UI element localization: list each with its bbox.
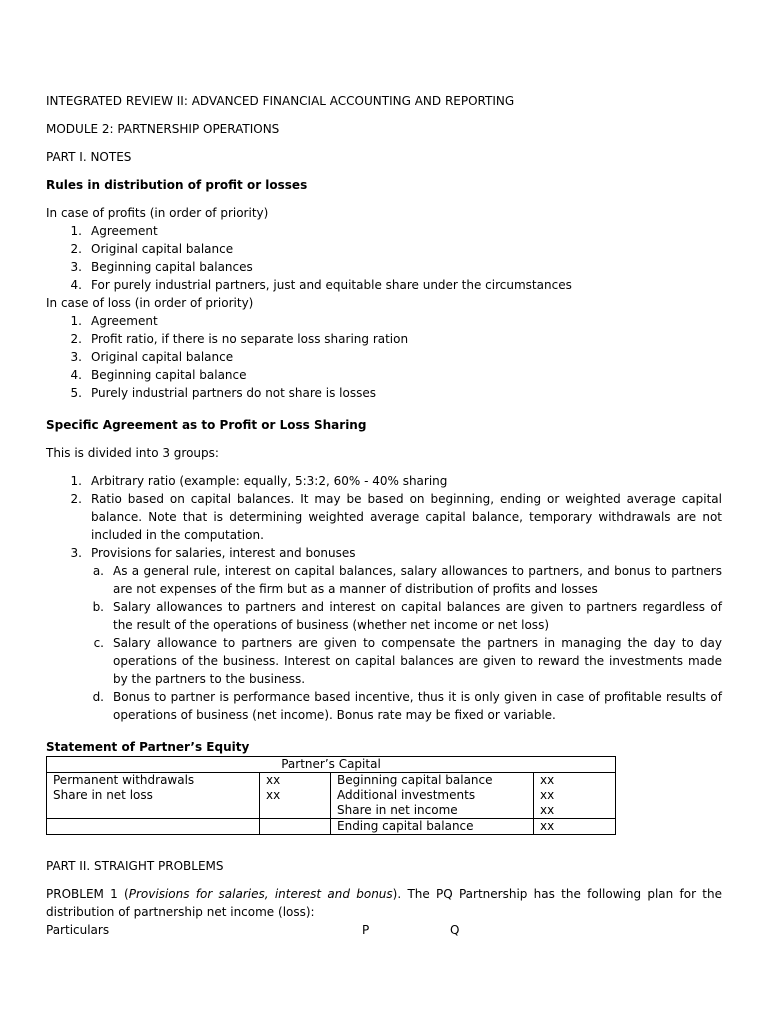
list-item: 3. Original capital balance: [70, 350, 234, 364]
problem1-text: PROBLEM 1 (Provisions for salaries, interest and bonus). The PQ Partnership has the following plan for the distribution of partnership net income (loss):: [46, 887, 723, 919]
table-row: [47, 757, 616, 773]
list-item: 2. Original capital balance: [70, 242, 234, 256]
debit-values-cell: [260, 773, 331, 819]
credit-labels-cell: [331, 773, 534, 819]
table-cell: Share in net income: [337, 803, 458, 817]
table-cell: [260, 819, 331, 835]
rules-heading: Rules in distribution of profit or losses: [46, 178, 308, 192]
specific-agreement-heading: Specific Agreement as to Profit or Loss Sharing: [46, 418, 367, 432]
col-particulars: Particulars: [46, 923, 110, 937]
divided-text: This is divided into 3 groups:: [46, 446, 219, 460]
loss-list: [46, 312, 722, 402]
document-page: [46, 92, 722, 939]
list-item: 1. Agreement: [70, 314, 158, 328]
table-cell: xx: [540, 803, 555, 817]
debit-labels-cell: [47, 773, 260, 819]
document-title: INTEGRATED REVIEW II: ADVANCED FINANCIAL ACCOUNTING AND REPORTING: [46, 94, 515, 108]
module-title: MODULE 2: PARTNERSHIP OPERATIONS: [46, 122, 280, 136]
table-row: [47, 773, 616, 819]
provisions-list: [46, 562, 722, 724]
profits-list: [46, 222, 722, 294]
col-p: P: [362, 923, 370, 937]
list-item: 2. Ratio based on capital balances. It may be based on beginning, ending or weighted average capital balance. Note that is determining weighted average capital balance, temporary withdrawals are not included in the computation.: [70, 492, 722, 542]
list-item: b. Salary allowances to partners and interest on capital balances are given to partners regardless of the result of the operations of business (whether net income or net loss): [92, 600, 722, 632]
part1-heading: PART I. NOTES: [46, 150, 132, 164]
problem1-columns-header: [46, 921, 722, 939]
ending-value-cell: xx: [534, 819, 616, 835]
table-cell: Share in net loss: [53, 788, 153, 802]
list-item: 1. Arbitrary ratio (example: equally, 5:3:2, 60% - 40% sharing: [70, 474, 448, 488]
table-cell: [47, 819, 260, 835]
table-cell: xx: [540, 788, 555, 802]
groups-list: [46, 472, 722, 562]
table-cell: Permanent withdrawals: [53, 773, 195, 787]
profits-intro: In case of profits (in order of priority): [46, 206, 269, 220]
table-cell: xx: [266, 773, 281, 787]
part2-heading: PART II. STRAIGHT PROBLEMS: [46, 859, 224, 873]
list-item: c. Salary allowance to partners are given to compensate the partners in managing the day to day operations of the business. Interest on capital balances are given to reward the investments made by the partners to the business.: [93, 636, 722, 686]
table-cell: xx: [540, 773, 555, 787]
list-item: 4. For purely industrial partners, just and equitable share under the circumstances: [70, 278, 572, 292]
list-item: 1. Agreement: [70, 224, 158, 238]
list-item: a. As a general rule, interest on capital balances, salary allowances to partners, and bonus to partners are not expenses of the firm but as a manner of distribution of profits and losses: [92, 564, 722, 596]
col-q: Q: [450, 923, 460, 937]
table-cell: xx: [266, 788, 281, 802]
equity-heading: Statement of Partner’s Equity: [46, 740, 250, 754]
loss-intro: In case of loss (in order of priority): [46, 296, 254, 310]
table-caption: Partner’s Capital: [47, 757, 616, 773]
table-cell: Beginning capital balance: [337, 773, 493, 787]
table-row: [47, 819, 616, 835]
partners-equity-table: [46, 756, 616, 835]
ending-label-cell: Ending capital balance: [331, 819, 534, 835]
list-item: 4. Beginning capital balance: [70, 368, 247, 382]
list-item: d. Bonus to partner is performance based incentive, thus it is only given in case of profitable results of operations of business (net income). Bonus rate may be fixed or variable.: [92, 690, 722, 722]
table-cell: Additional investments: [337, 788, 476, 802]
list-item: 3. Provisions for salaries, interest and bonuses: [70, 546, 356, 560]
list-item: 2. Profit ratio, if there is no separate loss sharing ration: [70, 332, 409, 346]
list-item: 3. Beginning capital balances: [70, 260, 253, 274]
list-item: 5. Purely industrial partners do not share is losses: [70, 386, 376, 400]
credit-values-cell: [534, 773, 616, 819]
